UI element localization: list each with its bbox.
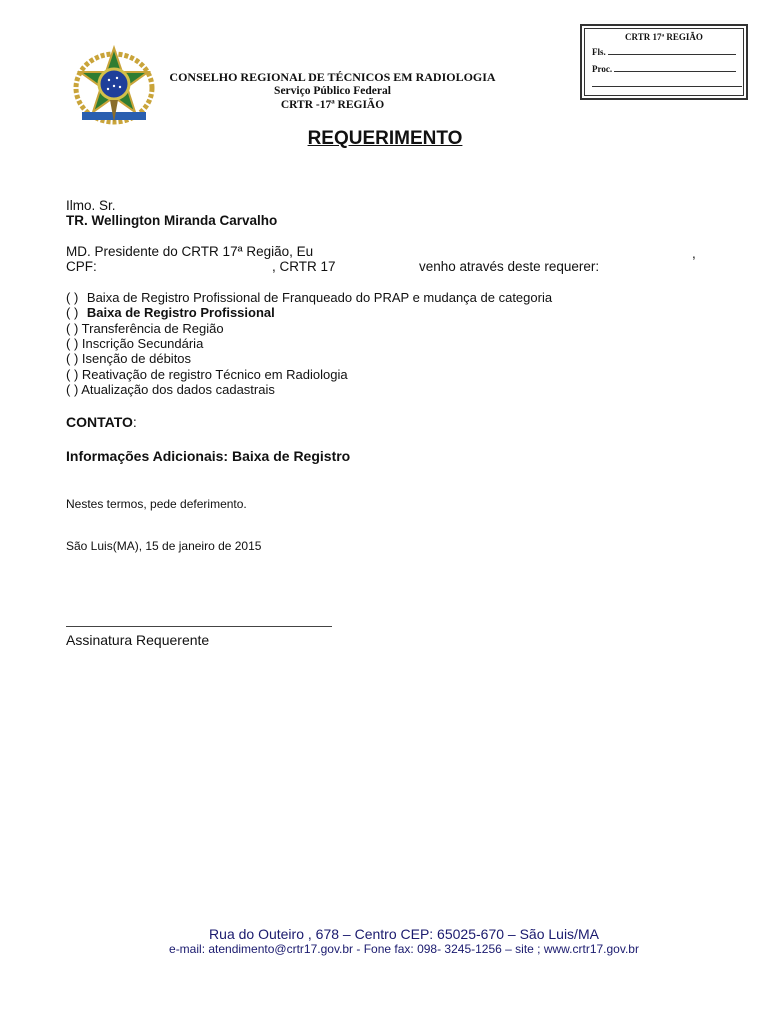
crtr-label: , CRTR 17 bbox=[272, 259, 336, 274]
option-label: Isenção de débitos bbox=[81, 351, 192, 366]
organization-header bbox=[150, 70, 515, 112]
option-checkbox[interactable]: ( ) bbox=[66, 382, 79, 397]
stamp-fls-label: Fls. bbox=[592, 47, 606, 57]
org-name: CONSELHO REGIONAL DE TÉCNICOS EM RADIOLOGIA bbox=[169, 70, 496, 84]
option-row[interactable] bbox=[66, 321, 224, 336]
place-date: São Luis(MA), 15 de janeiro de 2015 bbox=[66, 539, 262, 553]
closing-text: Nestes termos, pede deferimento. bbox=[66, 497, 247, 511]
option-label: Baixa de Registro Profissional de Franqueado do PRAP e mudança de categoria bbox=[86, 290, 553, 305]
stamp-proc-rule bbox=[614, 63, 736, 72]
stamp-title: CRTR 17ª REGIÃO bbox=[625, 32, 703, 42]
signature-label: Assinatura Requerente bbox=[66, 632, 210, 648]
org-service: Serviço Público Federal bbox=[274, 85, 391, 97]
footer-contact: e-mail: atendimento@crtr17.gov.br - Fone fax: 098- 3245-1256 – site ; www.crtr17.gov.br bbox=[169, 942, 639, 956]
document-title: REQUERIMENTO bbox=[307, 128, 463, 149]
option-row[interactable] bbox=[66, 290, 552, 305]
additional-info: Informações Adicionais: Baixa de Registro bbox=[66, 448, 351, 464]
stamp-extra-rule bbox=[592, 78, 742, 87]
signature-line bbox=[66, 626, 332, 627]
option-label: Inscrição Secundária bbox=[81, 336, 204, 351]
option-checkbox[interactable]: ( ) bbox=[66, 305, 79, 320]
option-row[interactable] bbox=[66, 367, 348, 382]
request-text: venho através deste requerer: bbox=[419, 259, 600, 274]
option-row[interactable] bbox=[66, 351, 191, 366]
option-checkbox[interactable]: ( ) bbox=[66, 367, 79, 382]
option-checkbox[interactable]: ( ) bbox=[66, 321, 79, 336]
stamp-fls-rule bbox=[608, 46, 736, 55]
brazil-coat-of-arms-seal bbox=[72, 44, 156, 128]
seal-center-disc bbox=[99, 69, 129, 99]
stamp-fls-row bbox=[592, 46, 738, 57]
org-region: CRTR -17ª REGIÃO bbox=[280, 99, 385, 111]
intro-line-1: MD. Presidente do CRTR 17ª Região, Eu bbox=[66, 244, 314, 259]
option-row[interactable] bbox=[66, 336, 203, 351]
contact-line bbox=[66, 414, 137, 430]
salutation: Ilmo. Sr. bbox=[66, 198, 116, 213]
option-checkbox[interactable]: ( ) bbox=[66, 336, 79, 351]
cpf-label: CPF: bbox=[66, 259, 97, 274]
protocol-stamp-box bbox=[580, 24, 748, 100]
recipient-name: TR. Wellington Miranda Carvalho bbox=[66, 213, 278, 228]
option-label: Atualização dos dados cadastrais bbox=[81, 382, 275, 397]
stamp-extra-row bbox=[592, 78, 738, 89]
option-label: Baixa de Registro Profissional bbox=[86, 305, 275, 320]
option-label: Transferência de Região bbox=[81, 321, 224, 336]
option-checkbox[interactable]: ( ) bbox=[66, 290, 79, 305]
intro-comma: , bbox=[692, 246, 696, 261]
option-row[interactable] bbox=[66, 305, 275, 320]
contact-colon: : bbox=[132, 414, 137, 430]
contact-label: CONTATO bbox=[66, 414, 133, 430]
option-checkbox[interactable]: ( ) bbox=[66, 351, 79, 366]
stamp-proc-row bbox=[592, 63, 738, 74]
option-row[interactable] bbox=[66, 382, 275, 397]
footer-address: Rua do Outeiro , 678 – Centro CEP: 65025-670 – São Luis/MA bbox=[209, 926, 599, 942]
stamp-proc-label: Proc. bbox=[592, 64, 613, 74]
option-label: Reativação de registro Técnico em Radiologia bbox=[81, 367, 348, 382]
